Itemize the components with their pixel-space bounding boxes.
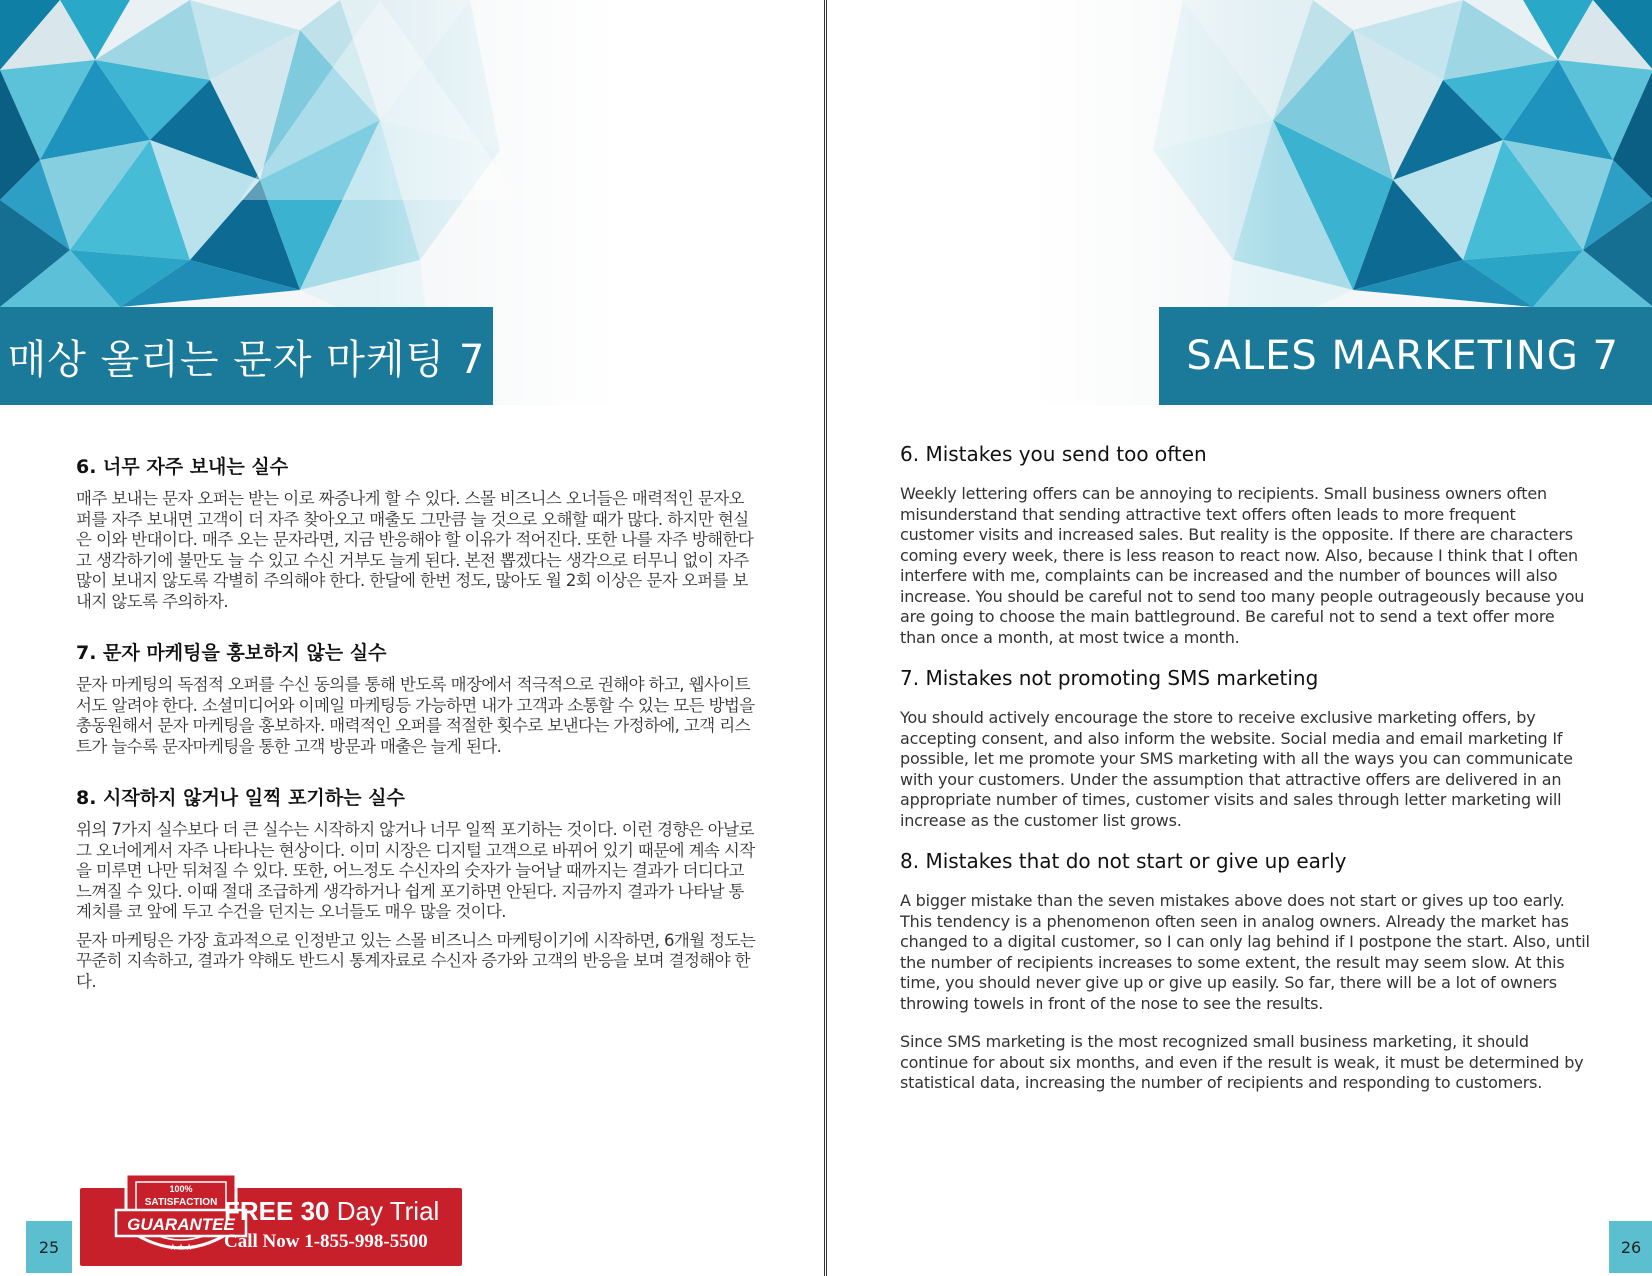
seal-satisfaction: SATISFACTION	[144, 1197, 218, 1208]
left-page	[0, 0, 825, 1276]
right-content	[900, 442, 1590, 1094]
section-heading: 6. Mistakes you send too often	[900, 442, 1207, 466]
section-paragraph: 문자 마케팅의 독점적 오퍼를 수신 동의를 통해 반도록 매장에서 적극적으로 권해야 하고, 웹사이트서도 알려야 한다. 소셜미디어와 이메일 마케팅등 가능하면 내가 고객과 소통할 수 있는 모든 방법을 총동원해서 문자 마케팅을 홍보하자. 매력적인 오퍼를 적절한 횟수로 보낸다는 가정하에, 고객 리스트가 늘수록 문자마케팅을 통한 고객 방문과 매출은 늘게 된다.	[76, 675, 755, 756]
section-heading: 7. Mistakes not promoting SMS marketing	[900, 666, 1319, 690]
section-heading: 8. 시작하지 않거나 일찍 포기하는 실수	[76, 787, 405, 809]
seal-guarantee: GUARANTEE	[127, 1215, 235, 1234]
page-number: 25	[26, 1221, 72, 1273]
page-number: 26	[1609, 1221, 1652, 1273]
promo-headline	[224, 1196, 439, 1227]
section-heading: 6. 너무 자주 보내는 실수	[76, 456, 289, 478]
section-paragraph: 매주 보내는 문자 오퍼는 받는 이로 짜증나게 할 수 있다. 스몰 비즈니스 오너들은 매력적인 문자오퍼를 자주 보내면 고객이 더 자주 찾아오고 매출도 그만큼 늘 것으로 오해할 때가 많다. 하지만 현실은 이와 반대이다. 매주 오는 문자라면, 지금 반응해야 할 이유가 적어진다. 또한 나를 자주 방해한다고 생각하기에 불만도 늘 수 있고 수신 거부도 늘게 된다. 본전 뽑겠다는 생각으로 터무니 없이 자주 많이 보내지 않도록 각별히 주의해야 한다. 한달에 한번 정도, 많아도 월 2회 이상은 문자 오퍼를 보내지 않도록 주의하자.	[76, 489, 754, 611]
promo-call-number[interactable]: Call Now 1-855-998-5500	[224, 1231, 428, 1252]
section-paragraph: You should actively encourage the store to receive exclusive marketing offers, by accepting consent, and also inform the website. Social media and email marketing If possible, let me promote your SMS marketing with all the ways you can communicate with your customers. Under the assumption that attractive offers are delivered in an appropriate number of times, customer visits and sales through letter marketing will increase as the customer list grows.	[900, 708, 1573, 830]
right-page	[826, 0, 1652, 1276]
section-heading: 8. Mistakes that do not start or give up early	[900, 849, 1347, 873]
seal-percent: 100%	[169, 1184, 193, 1194]
seal-stars: ★★★	[168, 1243, 194, 1253]
promo-headline-light: Day Trial	[336, 1196, 440, 1226]
left-page-title: 매상 올리는 문자 마케팅 7	[0, 307, 493, 405]
section-paragraph: 위의 7가지 실수보다 더 큰 실수는 시작하지 않거나 너무 일찍 포기하는 것이다. 이런 경향은 아날로그 오너에게서 자주 나타나는 현상이다. 이미 시장은 디지털 고객으로 바뀌어 있기 때문에 계속 시작을 미루면 나만 뒤쳐질 수 있다. 또한, 어느정도 수신자의 숫자가 늘어날 때까지는 결과가 더디다고 느껴질 수 있다. 이때 절대 조급하게 생각하거나 쉽게 포기하면 안된다. 지금까지 결과가 나타날 통계치를 코 앞에 두고 수건을 던지는 오너들도 매우 많을 것이다.	[76, 820, 755, 921]
promo-headline-bold: FREE 30	[224, 1196, 330, 1226]
section-paragraph: Since SMS marketing is the most recognized small business marketing, it should continue for about six months, and even if the result is weak, it must be determined by statistical data, increasing the number of recipients and responding to customers.	[900, 1032, 1584, 1092]
right-page-title: SALES MARKETING 7	[1159, 307, 1652, 405]
section-paragraph: A bigger mistake than the seven mistakes above does not start or gives up too early. This tendency is a phenomenon often seen in analog owners. Already the market has changed to a digital customer, so I can only lag behind if I postpone the start. Also, until the number of recipients increases to some extent, the result may seem slow. At this time, you should never give up or give up easily. So far, there will be a lot of owners throwing towels in front of the nose to see the results.	[900, 891, 1590, 1013]
left-content	[76, 452, 756, 992]
free-trial-promo[interactable]	[80, 1168, 462, 1266]
section-heading: 7. 문자 마케팅을 홍보하지 않는 실수	[76, 642, 387, 664]
section-paragraph: 문자 마케팅은 가장 효과적으로 인정받고 있는 스몰 비즈니스 마케팅이기에 시작하면, 6개월 정도는 꾸준히 지속하고, 결과가 약해도 반드시 통계자료로 수신자 증가와 고객의 반응을 보며 결정해야 한다.	[76, 930, 756, 991]
section-paragraph: Weekly lettering offers can be annoying to recipients. Small business owners often misunderstand that sending attractive text offers often leads to more frequent customer visits and increased sales. But reality is the opposite. If there are characters coming every week, there is less reason to react now. Also, because I think that I often interfere with me, complaints can be increased and the number of bounces will also increase. You should be careful not to send too many people outrageously because you are going to choose the main battleground. Be careful not to send a text offer more than once a month, at most twice a month.	[900, 484, 1585, 647]
